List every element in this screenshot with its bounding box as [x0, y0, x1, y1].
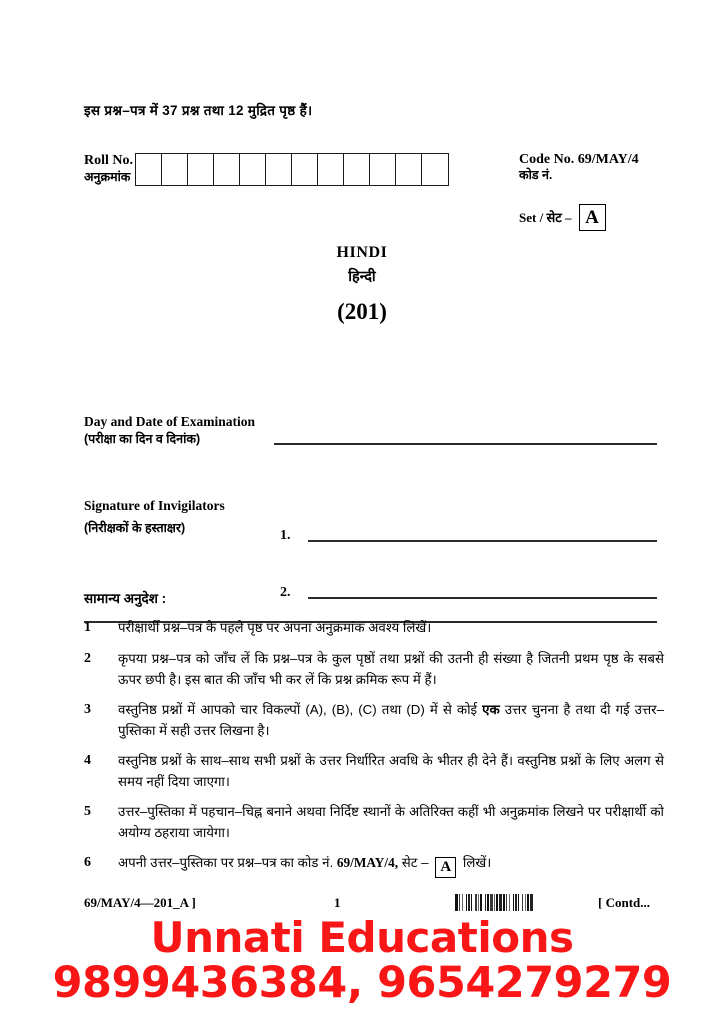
roll-number-field — [84, 152, 449, 186]
code-and-set-block — [519, 152, 639, 231]
roll-number-cell[interactable] — [370, 154, 396, 185]
invigilator-signature-section — [84, 452, 657, 630]
roll-number-labels — [84, 152, 133, 184]
footer-continued: [ Contd... — [598, 895, 651, 910]
set-label: Set / सेट – — [519, 209, 572, 225]
exam-date-label-hi: (परीक्षा का दिन व दिनांक) — [84, 432, 201, 446]
exam-date-label-en: Day and Date of Examination — [84, 414, 256, 429]
instruction-text-before: वस्तुनिष्ठ प्रश्नों में आपको चार विकल्पों (A), (B), (C) तथा (D) में से कोई — [118, 701, 483, 717]
instruction-number: 1 — [84, 620, 91, 635]
instruction-text — [118, 699, 664, 742]
roll-number-cell[interactable] — [318, 154, 344, 185]
signature-input-line-2[interactable] — [308, 597, 657, 599]
instruction-text-before: अपनी उत्तर–पुस्तिका पर प्रश्न–पत्र का कोड नं. — [118, 854, 337, 870]
roll-number-cell[interactable] — [422, 154, 448, 185]
barcode-icon — [455, 894, 585, 911]
roll-number-cell[interactable] — [396, 154, 422, 185]
roll-number-label-en: Roll No. — [84, 153, 133, 168]
instruction-item-5 — [84, 801, 664, 844]
instruction-text: परीक्षार्थी प्रश्न–पत्र के पहले पृष्ठ पर अपना अनुक्रमांक अवश्य लिखें। — [118, 620, 432, 635]
code-label-hi: कोड नं. — [519, 168, 553, 183]
watermark-overlay — [0, 913, 724, 1008]
paper-code: (201) — [337, 299, 387, 324]
signature-label-hi: (निरीक्षकों के हस्ताक्षर) — [84, 521, 186, 535]
roll-number-cell[interactable] — [240, 154, 266, 185]
subject-title-hi: हिन्दी — [348, 269, 376, 285]
watermark-phone-numbers: 9899436384, 9654279279 — [52, 957, 672, 1008]
exam-date-row — [84, 414, 657, 452]
instruction-number: 4 — [84, 752, 91, 768]
code-label-en: Code No. — [519, 152, 575, 167]
roll-number-cell[interactable] — [266, 154, 292, 185]
roll-number-cell[interactable] — [344, 154, 370, 185]
instruction-code-value: 69/MAY/4, — [336, 854, 399, 870]
footer-page-number: 1 — [334, 895, 341, 910]
instruction-item-2 — [84, 648, 664, 691]
instruction-item-1 — [84, 617, 664, 640]
instruction-text: कृपया प्रश्न–पत्र को जाँच लें कि प्रश्न–पत्र के कुल पृष्ठों तथा प्रश्नों की उतनी ही संख्या है जितनी प्रथम पृष्ठ के सबसे ऊपर छपी है। इस बात की जाँच भी कर लें कि प्रश्न क्रमिक रूप में हैं। — [118, 650, 664, 688]
instruction-text-mid: सेट – — [398, 854, 433, 870]
instruction-item-3 — [84, 699, 664, 742]
instruction-item-6 — [84, 852, 664, 878]
subject-title-en: HINDI — [336, 244, 388, 261]
roll-number-cell[interactable] — [214, 154, 240, 185]
code-value: 69/MAY/4 — [577, 152, 639, 167]
instruction-number: 3 — [84, 701, 91, 717]
signature-label-en: Signature of Invigilators — [84, 498, 225, 513]
footer-paper-id: 69/MAY/4—201_A ] — [84, 895, 196, 910]
instruction-number: 5 — [84, 803, 91, 819]
instruction-text-after: उत्तर चुनना है तथा दी गई उत्तर–पुस्तिका में सही उत्तर लिखना है। — [118, 701, 664, 739]
set-value-box: A — [579, 204, 606, 231]
exam-date-input-line[interactable] — [274, 443, 657, 445]
code-number-line — [519, 152, 639, 168]
roll-number-label-hi: अनुक्रमांक — [84, 169, 131, 184]
roll-number-cell[interactable] — [188, 154, 214, 185]
signature-number-2: 2. — [280, 585, 291, 600]
examination-details-form — [84, 414, 657, 630]
roll-number-cell[interactable] — [292, 154, 318, 185]
signature-input-line-1[interactable] — [308, 540, 657, 542]
roll-number-cell[interactable] — [162, 154, 188, 185]
instruction-item-4 — [84, 750, 664, 793]
signature-number-1: 1. — [280, 528, 291, 543]
instruction-text-after: लिखें। — [459, 854, 492, 870]
page-footer — [84, 895, 662, 913]
roll-number-boxes[interactable] — [135, 153, 449, 186]
instruction-text — [118, 852, 664, 878]
printed-pages-notice: इस प्रश्न–पत्र में 37 प्रश्न तथा 12 मुद्रित पृष्ठ हैं। — [84, 103, 313, 118]
watermark-brand-name: Unnati Educations — [150, 913, 574, 962]
subject-title-block — [0, 244, 724, 325]
set-row — [519, 204, 639, 231]
instruction-number: 6 — [84, 854, 91, 870]
instruction-text: वस्तुनिष्ठ प्रश्नों के साथ–साथ सभी प्रश्नों के उत्तर निर्धारित अवधि के भीतर ही देने हैं। वस्तुनिष्ठ प्रश्नों के लिए अलग से समय नहीं दिया जाएगा। — [118, 752, 664, 790]
instructions-list — [84, 617, 664, 886]
instruction-number: 2 — [84, 650, 91, 666]
instruction-set-box: A — [435, 857, 456, 878]
instruction-text: उत्तर–पुस्तिका में पहचान–चिह्न बनाने अथवा निर्दिष्ट स्थानों के अतिरिक्त कहीं भी अनुक्रमांक लिखने पर परीक्षार्थी को अयोग्य ठहराया जायेगा। — [118, 803, 664, 841]
instruction-emphasis-word: एक — [482, 701, 500, 717]
roll-number-cell[interactable] — [136, 154, 162, 185]
instructions-heading: सामान्य अनुदेश : — [84, 591, 167, 606]
